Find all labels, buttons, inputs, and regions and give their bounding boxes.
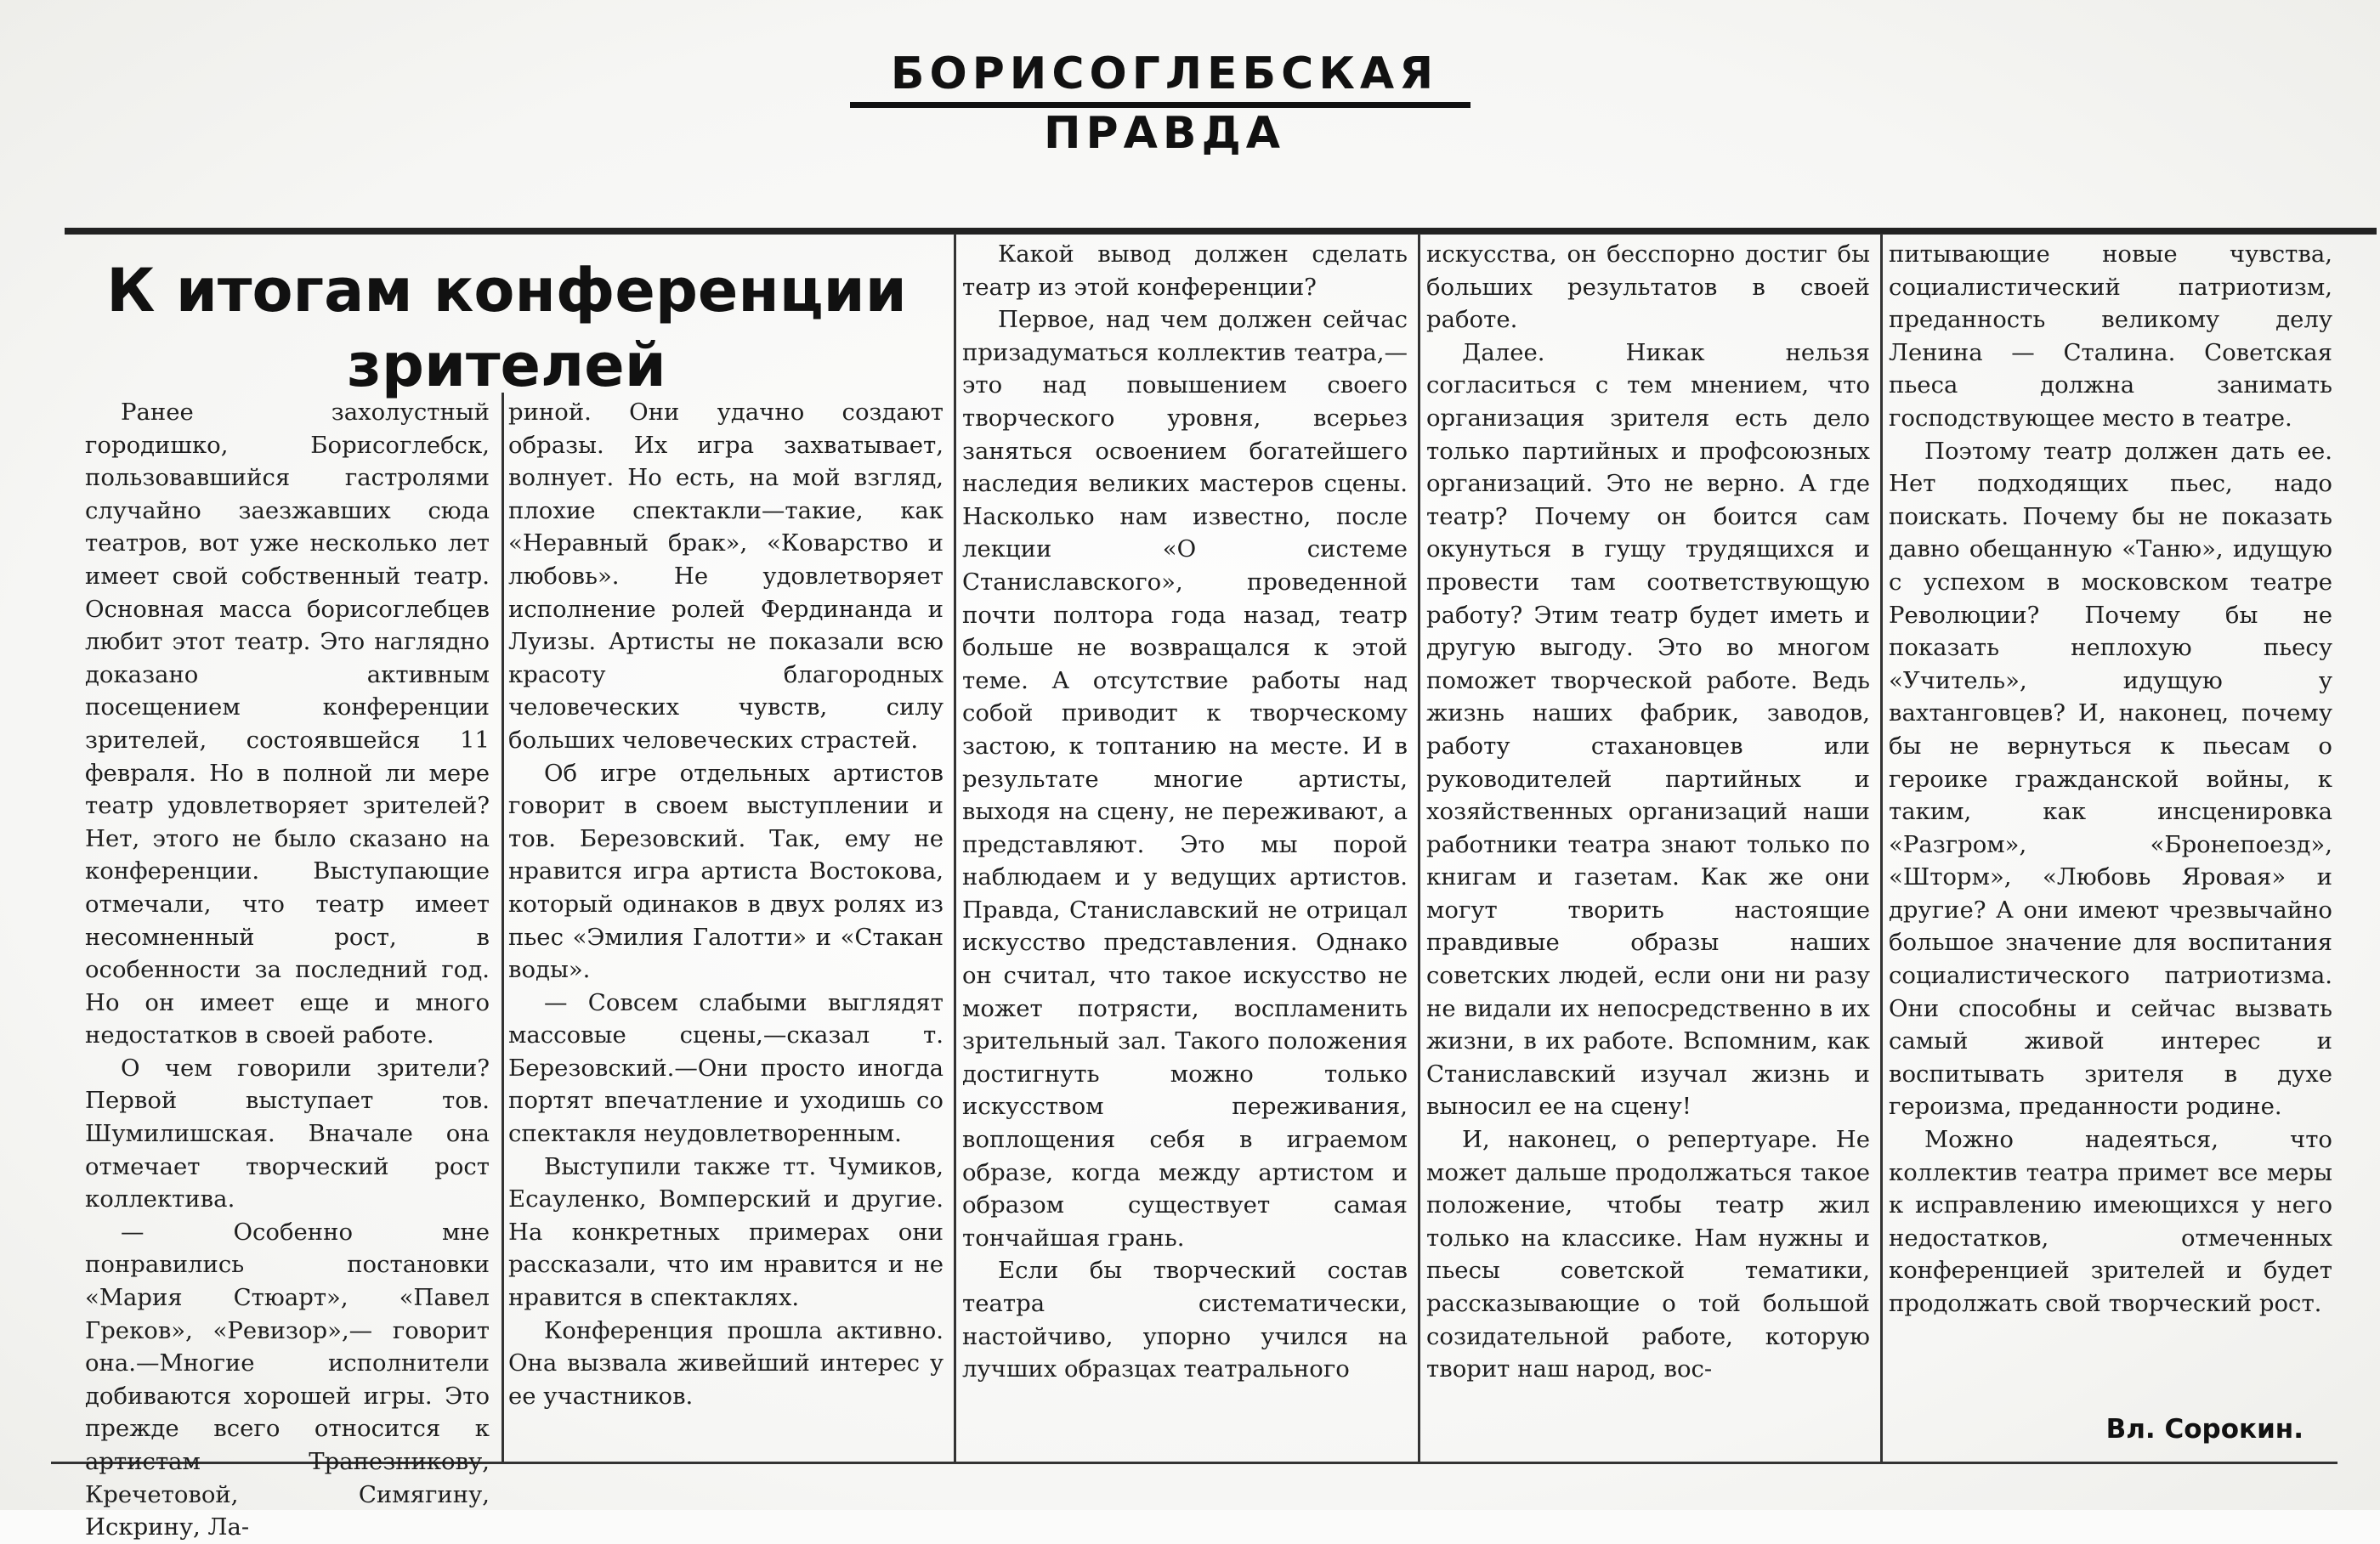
paragraph: искусства, он бесспорно достиг бы больших результатов в своей работе.	[1426, 240, 1870, 334]
paragraph: Какой вывод должен сделать театр из этой конференции?	[962, 240, 1408, 301]
paragraph: Конференция прошла активно. Она вызвала живейший интерес у ее участников.	[508, 1316, 944, 1410]
masthead	[850, 44, 1479, 159]
paragraph: Поэтому театр должен дать ее. Нет подходящих пьес, надо поискать. Почему бы не показать давно обещанную «Таню», идущую с успехом в московском театре Революции? Почему бы не показать неплохую пьесу «Учитель», идущую у вахтанговцев? И, наконец, почему бы не вернуться к пьесам о героике гражданской войны, к таким, как инсценировка «Разгром», «Бронепоезд», «Шторм», «Любовь Яровая» и другие? А они имеют чрезвычайно большое значение для воспитания социалистического патриотизма. Они способны и сейчас вызвать самый живой интерес и воспитывать зрителя в духе героизма, преданности родине.	[1889, 437, 2332, 1121]
paragraph: Если бы творческий состав театра систематически, настойчиво, упорно учился на лучших образцах театрального	[962, 1257, 1408, 1383]
column-rule	[1418, 234, 1420, 1462]
paragraph: И, наконец, о репертуаре. Не может дальше продолжаться такое положение, чтобы театр жил только на классике. Нам нужны и пьесы советской тематики, рассказывающие о той большой созидательной работе, которую творит наш народ, вос-	[1426, 1126, 1870, 1383]
paragraph: Выступили также тт. Чумиков, Есауленко, Вомперский и другие. На конкретных примерах они рассказали, что им нравится и не нравится в спектаклях.	[508, 1152, 944, 1312]
paragraph: О чем говорили зрители? Первой выступает тов. Шумилишская. Вначале она отмечает творческий рост коллектива.	[85, 1054, 490, 1213]
paragraph: — Особенно мне понравились постановки «Мария Стюарт», «Павел Греков», «Ревизор»,— говорит она.—Многие исполнители добиваются хорошей игры. Это прежде всего относится к артистам Трапезникову, Кречетовой, Симягину, Искрину, Ла-	[85, 1218, 490, 1541]
paragraph: питывающие новые чувства, социалистический патриотизм, преданность великому делу Ленина — Сталина. Советская пьеса должна занимать господствующее место в театре.	[1889, 240, 2332, 432]
headline-line-1: К итогам конференции	[106, 256, 907, 325]
paragraph: Об игре отдельных артистов говорит в своем выступлении и тов. Березовский. Так, ему не нравится игра артиста Востокова, который одинаков в двух ролях из пьес «Эмилия Галотти» и «Стакан воды».	[508, 759, 944, 984]
column-rule	[954, 234, 956, 1462]
paragraph: Ранее захолустный городишко, Борисоглебск, пользовавшийся гастролями случайно заезжавших сюда театров, вот уже несколько лет имеет свой собственный театр. Основная масса борисоглебцев любит этот театр. Это наглядно доказано активным посещением конференции зрителей, состоявшейся 11 февраля. Но в полной ли мере театр удовлетворяет зрителей? Нет, этого не было сказано на конференции. Выступающие отмечали, что театр имеет несомненный рост, в особенности за последний год. Но он имеет еще и много недостатков в своей работе.	[85, 399, 490, 1049]
masthead-title: БОРИСОГЛЕБСКАЯ ПРАВДА	[890, 48, 1439, 159]
article-column-1	[85, 396, 490, 1544]
column-rule	[1880, 234, 1883, 1462]
article-headline	[82, 253, 932, 403]
author-signature: Вл. Сорокин.	[2105, 1414, 2304, 1445]
paragraph: риной. Они удачно создают образы. Их игра захватывает, волнует. Но есть, на мой взгляд, плохие спектакли—такие, как «Неравный брак», «Коварство и любовь». Не удовлетворяет исполнение ролей Фердинанда и Луизы. Артисты не показали всю красоту благородных человеческих чувств, силу больших человеческих страстей.	[508, 399, 944, 754]
headline-line-2: зрителей	[347, 331, 666, 400]
paragraph: Можно надеяться, что коллектив театра примет все меры к исправлению имеющихся у него недостатков, отмеченных конференцией зрителей и будет продолжать свой творческий рост.	[1889, 1126, 2332, 1317]
article-column-3	[962, 238, 1408, 1386]
masthead-underline	[850, 102, 1470, 108]
column-rule	[502, 393, 504, 1462]
paragraph: Далее. Никак нельзя согласиться с тем мнением, что организация зрителя есть дело только партийных и профсоюзных организаций. Это не верно. А где театр? Почему он боится сам окунуться в гущу трудящихся и провести там соответствующую работу? Этим театр будет иметь и другую выгоду. Это во многом поможет творческой работе. Ведь жизнь наших фабрик, заводов, работу стахановцев или руководителей партийных и хозяйственных организаций наши работники театра знают только по книгам и газетам. Как же они могут творить настоящие правдивые образы наших советских людей, если они ни разу не видали их непосредственно в их жизни, в их работе. Вспомним, как Станиславский изучал жизнь и выносил ее на сцену!	[1426, 338, 1870, 1121]
article-column-4	[1426, 238, 1870, 1386]
paragraph: Первое, над чем должен сейчас призадуматься коллектив театра,—это над повышением своего творческого уровня, всерьез заняться освоением богатейшего наследия великих мастеров сцены. Насколько нам известно, после лекции «О системе Станиславского», проведенной почти полтора года назад, театр больше не возвращался к этой теме. А отсутствие работы над собой приводит к творческому застою, к топтанию на месте. И в результате многие артисты, выходя на сцену, не переживают, а представляют. Это мы порой наблюдаем и у ведущих артистов. Правда, Станиславский не отрицал искусство представления. Однако он считал, что такое искусство не может потрясти, воспламенить зрительный зал. Такого положения достигнуть можно только искусством переживания, воплощения себя в играемом образе, когда между артистом и образом существует самая тончайшая грань.	[962, 306, 1408, 1252]
article-column-5	[1889, 238, 2332, 1321]
top-divider-rule	[65, 228, 2377, 235]
article-column-2	[508, 396, 944, 1412]
paragraph: — Совсем слабыми выглядят массовые сцены,—сказал т. Березовский.—Они просто иногда портят впечатление и уходишь со спектакля неудовлетворенным.	[508, 988, 944, 1148]
